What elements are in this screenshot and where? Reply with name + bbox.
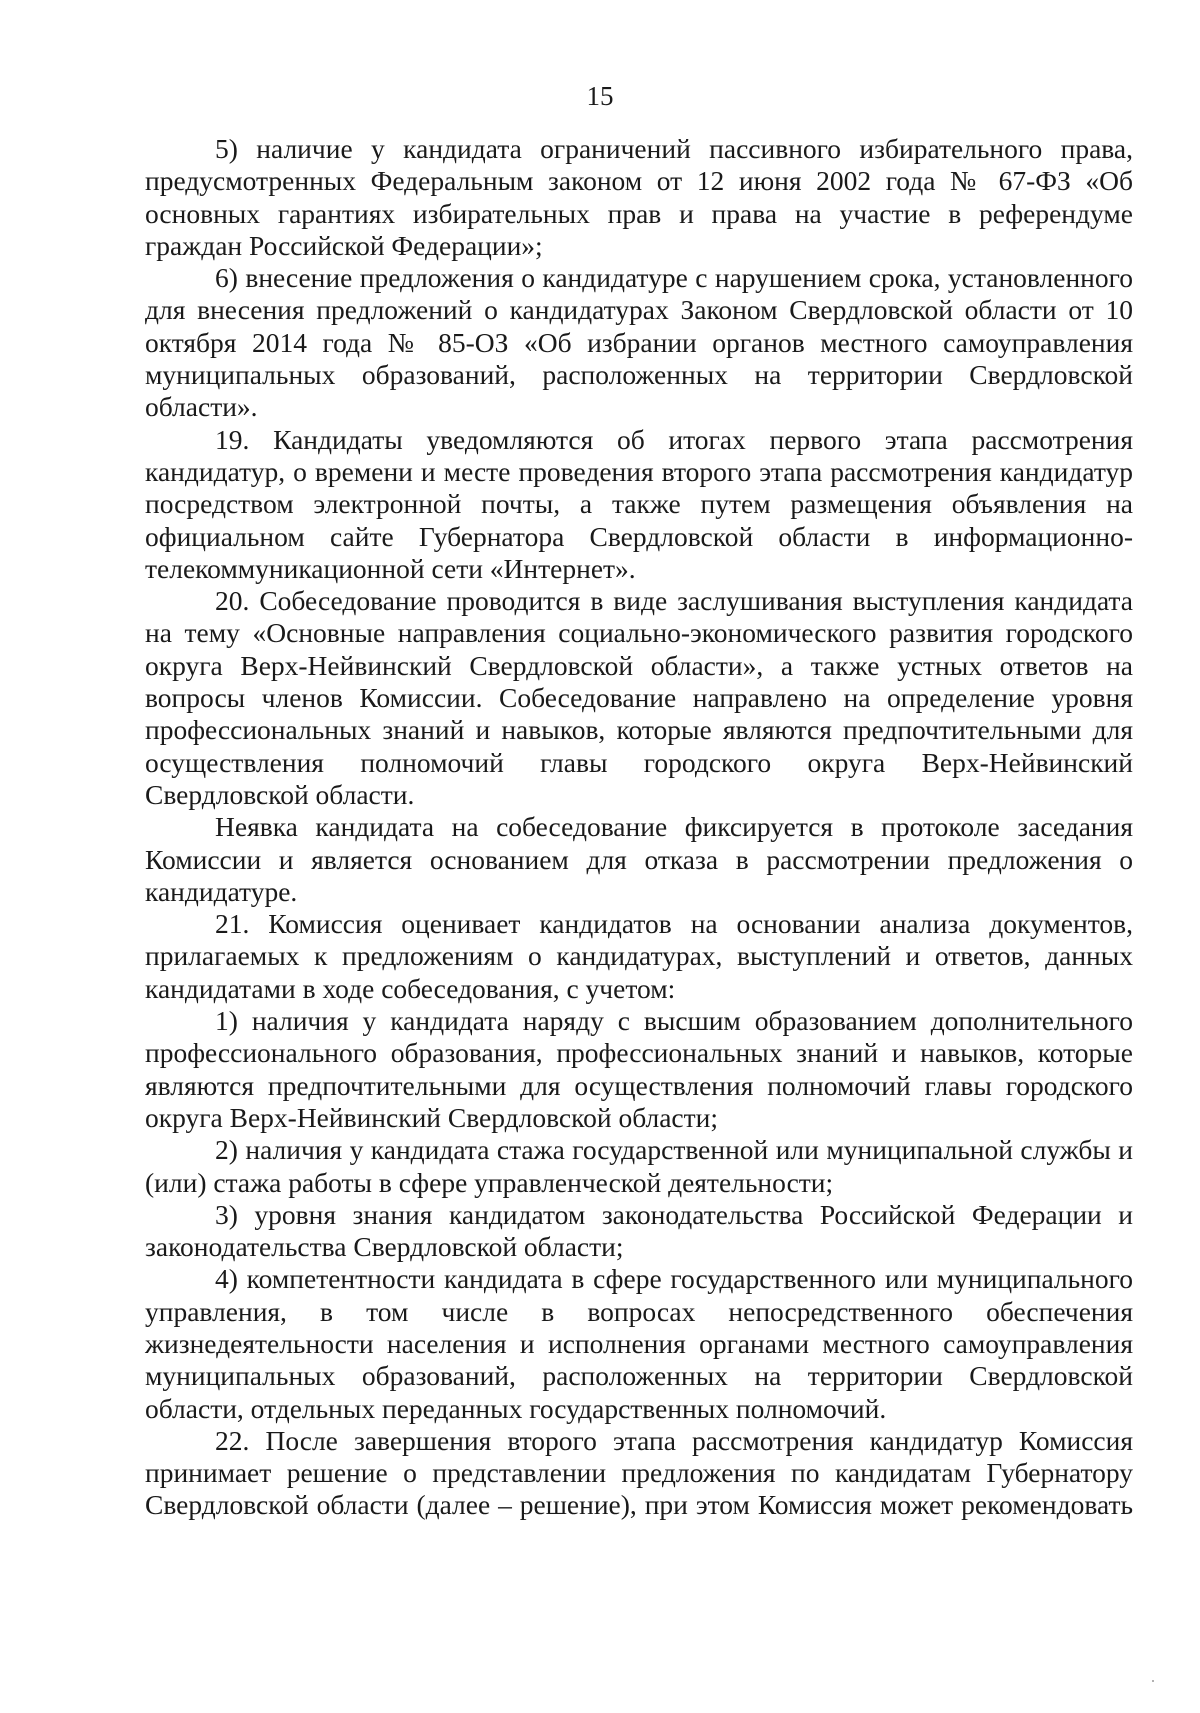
paragraph-criterion-3: 3) уровня знания кандидатом законодательства Российской Федерации и законодательства Свердловской области; (145, 1198, 1133, 1263)
paragraph-clause-21: 21. Комиссия оценивает кандидатов на основании анализа документов, прилагаемых к предложениям о кандидатурах, выступлений и ответов, данных кандидатами в ходе собеседования, с учетом: (145, 908, 1133, 1004)
paragraph-clause-20: 20. Собеседование проводится в виде заслушивания выступления кандидата на тему «Основные направления социально-экономического развития городского округа Верх-Нейвинский Свердловской области», а также устных ответов на вопросы членов Комиссии. Собеседование направлено на определение уровня профессиональных знаний и навыков, которые являются предпочтительными для осуществления полномочий главы городского округа Верх-Нейвинский Свердловской области. (145, 585, 1133, 810)
document-body (145, 133, 1133, 1522)
scan-speck (1152, 1680, 1154, 1682)
paragraph-criterion-1: 1) наличия у кандидата наряду с высшим образованием дополнительного профессионального образования, профессиональных знаний и навыков, которые являются предпочтительными для осуществления полномочий главы городского округа Верх-Нейвинский Свердловской области; (145, 1005, 1133, 1133)
paragraph-item-5: 5) наличие у кандидата ограничений пассивного избирательного права, предусмотренных Федеральным законом от 12 июня 2002 года № 67-ФЗ «Об основных гарантиях избирательных прав и права на участие в референдуме граждан Российской Федерации»; (145, 133, 1133, 261)
page-number: 15 (586, 81, 614, 111)
paragraph-criterion-2: 2) наличия у кандидата стажа государственной или муниципальной службы и (или) стажа работы в сфере управленческой деятельности; (145, 1134, 1133, 1198)
paragraph-item-6: 6) внесение предложения о кандидатуре с нарушением срока, установленного для внесения предложений о кандидатурах Законом Свердловской области от 10 октября 2014 года № 85-ОЗ «Об избрании органов местного самоуправления муниципальных образований, расположенных на территории Свердловской области». (145, 262, 1133, 423)
paragraph-clause-22: 22. После завершения второго этапа рассмотрения кандидатур Комиссия принимает решение о представлении предложения по кандидатам Губернатору Свердловской области (далее – решение), при этом Комиссия может рекомендовать (145, 1424, 1133, 1521)
paragraph-non-appearance: Неявка кандидата на собеседование фиксируется в протоколе заседания Комиссии и является основанием для отказа в рассмотрении предложения о кандидатуре. (145, 811, 1133, 907)
paragraph-criterion-4: 4) компетентности кандидата в сфере государственного или муниципального управления, в том числе в вопросах непосредственного обеспечения жизнедеятельности населения и исполнения органами местного самоуправления муниципальных образований, расположенных на территории Свердловской области, отдельных переданных государственных полномочий. (145, 1263, 1133, 1424)
paragraph-clause-19: 19. Кандидаты уведомляются об итогах первого этапа рассмотрения кандидатур, о времени и месте проведения второго этапа рассмотрения кандидатур посредством электронной почты, а также путем размещения объявления на официальном сайте Губернатора Свердловской области в информационно-телекоммуникационной сети «Интернет». (145, 423, 1133, 584)
